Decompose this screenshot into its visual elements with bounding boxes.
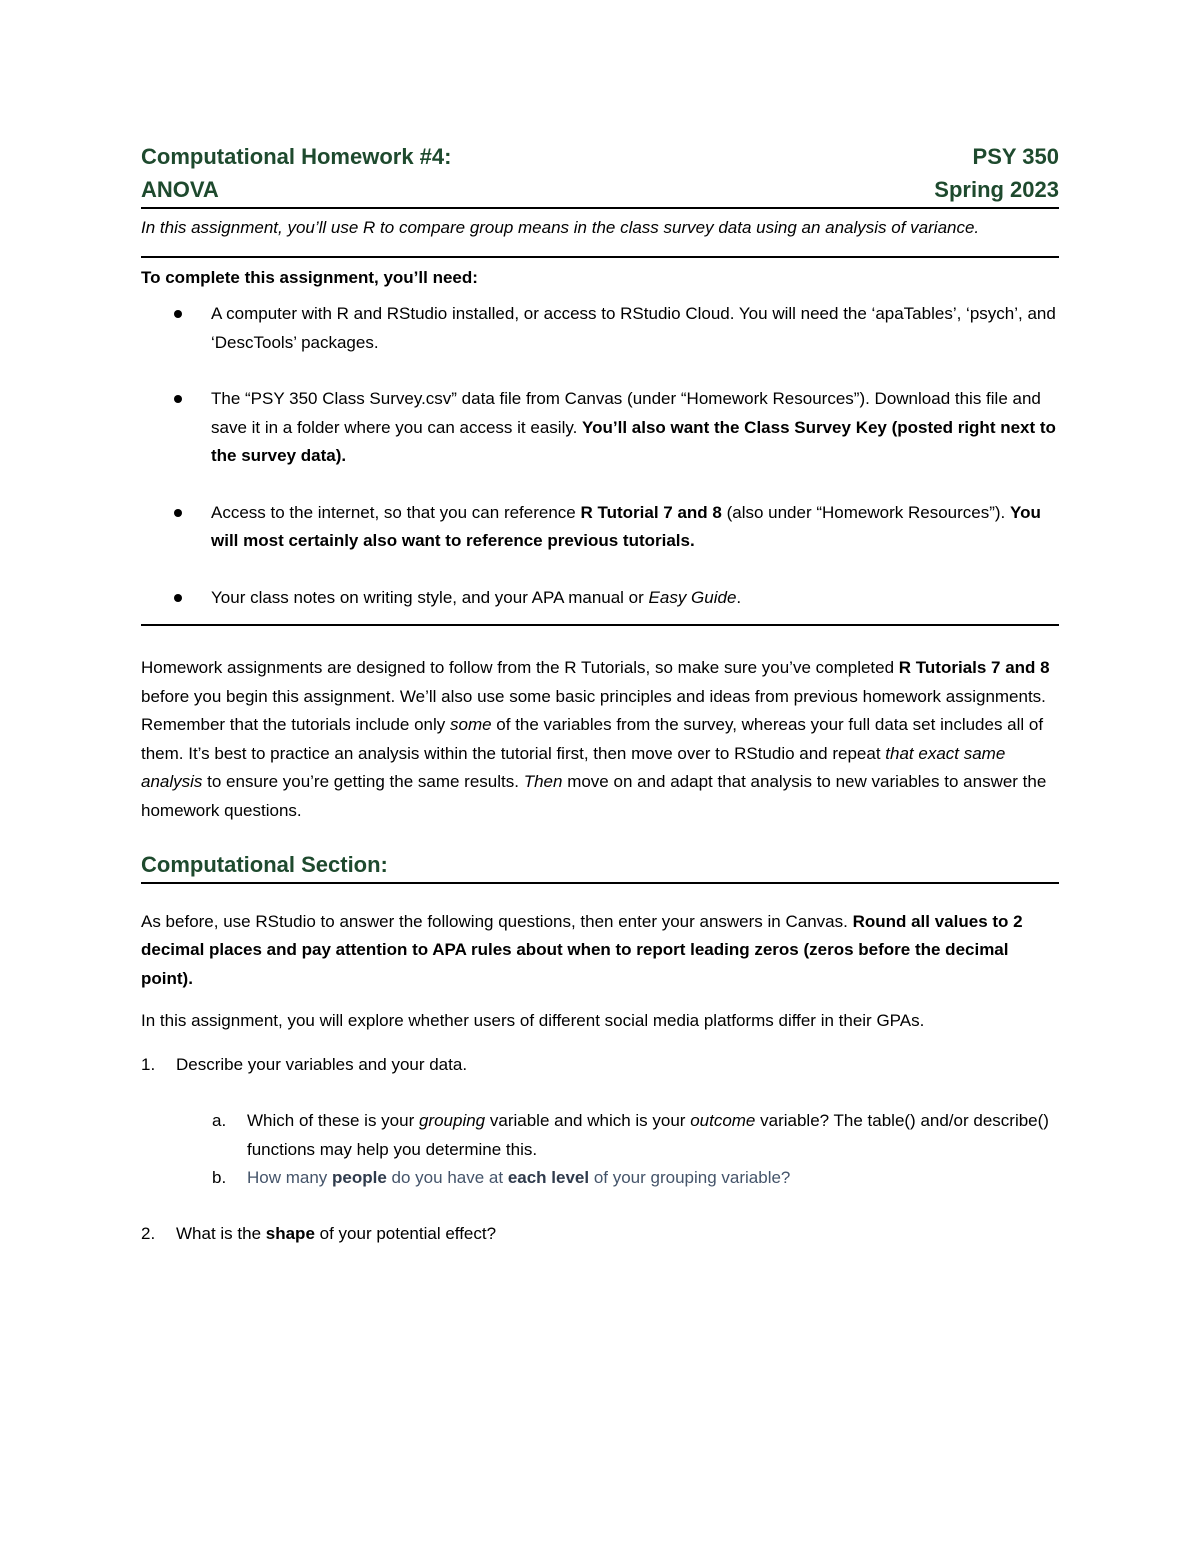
paragraph-bold: R Tutorials 7 and 8 <box>898 658 1050 677</box>
topic-paragraph: In this assignment, you will explore whether users of different social media platforms differ in their GPAs. <box>141 1011 925 1031</box>
paragraph-text: to ensure you’re getting the same results. <box>202 772 524 792</box>
needs-item-text: Access to the internet, so that you can reference <box>211 502 581 522</box>
question-text: What is the <box>176 1223 266 1243</box>
question-number: 1. <box>141 1054 156 1074</box>
needs-item-italic: Easy Guide <box>648 587 737 607</box>
section-divider <box>141 882 1059 884</box>
subquestion-text: of your grouping variable? <box>589 1168 791 1188</box>
needs-bottom-divider <box>141 624 1059 626</box>
subquestion-italic: grouping <box>418 1111 486 1131</box>
needs-top-divider <box>141 256 1059 258</box>
term: Spring 2023 <box>934 177 1059 202</box>
document-page <box>141 140 1059 1248</box>
paragraph-text: As before, use RStudio to answer the following questions, then enter your answers in Canvas. <box>141 911 853 931</box>
needs-item-text: . <box>736 587 742 607</box>
needs-item-bold: R Tutorial 7 and 8 <box>580 502 722 522</box>
needs-item-text: A computer with R and RStudio installed, or access to RStudio Cloud. You will need the ‘apaTables’, ‘psych’, and ‘DescTools’ packages. <box>211 304 1056 352</box>
needs-list <box>141 300 1059 612</box>
subquestion-text: How many <box>247 1168 333 1188</box>
subquestion-text: variable and which is your <box>485 1111 691 1131</box>
needs-item-text: Your class notes on writing style, and your APA manual or <box>211 587 649 607</box>
intro-paragraph <box>141 654 1059 826</box>
needs-item <box>141 584 1059 613</box>
needs-item <box>141 499 1059 556</box>
header-row-1 <box>141 140 1059 173</box>
needs-title: To complete this assignment, you’ll need: <box>141 268 478 287</box>
question-number: 2. <box>141 1223 156 1243</box>
section-title: Computational Section: <box>141 851 388 877</box>
subquestion-text: do you have at <box>386 1168 508 1188</box>
needs-item-bold: You’ll also want the Class Survey Key (posted right next to the survey data). <box>211 417 1056 465</box>
intro-text: In this assignment, you’ll use R to compare group means in the class survey data using an analysis of variance. <box>141 218 980 237</box>
document-title: Computational Homework #4: <box>141 144 452 169</box>
needs-item-text: (also under “Homework Resources”). <box>721 502 1011 522</box>
course-code: PSY 350 <box>972 144 1059 169</box>
subquestion-bold: people <box>332 1168 387 1188</box>
subquestion-text: variable? The table() and/or describe() functions may help you determine this. <box>247 1111 1049 1159</box>
header-divider <box>141 207 1059 209</box>
question-item <box>141 1220 1059 1249</box>
question-text: Describe your variables and your data. <box>176 1054 468 1074</box>
bullet-icon <box>174 594 182 602</box>
subquestion-text: Which of these is your <box>247 1111 419 1131</box>
subquestion-letter: a. <box>212 1111 227 1131</box>
question-text: of your potential effect? <box>314 1223 497 1243</box>
question-item <box>141 1051 1059 1080</box>
paragraph-text: move on and adapt that analysis to new variables to answer the homework questions. <box>141 772 1047 820</box>
header-row-2 <box>141 173 1059 206</box>
subquestion-letter: b. <box>212 1168 227 1188</box>
subquestion-group <box>141 1107 1059 1193</box>
document-subtitle: ANOVA <box>141 177 219 202</box>
subquestion-item <box>141 1107 1059 1164</box>
paragraph-bold: Round all values to 2 decimal places and pay attention to APA rules about when to report leading zeros (zeros before the decimal point). <box>141 911 1023 988</box>
paragraph-text: of the variables from the survey, whereas your full data set includes all of them. It’s best to practice an analysis within the tutorial first, then move over to RStudio and repeat <box>141 715 1044 763</box>
subquestion-italic: outcome <box>690 1111 756 1131</box>
bullet-icon <box>174 509 182 517</box>
subquestion-bold: each level <box>507 1168 590 1188</box>
needs-item-bold: You will most certainly also want to reference previous tutorials. <box>211 502 1041 550</box>
paragraph-text: before you begin this assignment. We’ll also use some basic principles and ideas from previous homework assignments. Remember that the tutorials include only <box>141 686 1046 735</box>
needs-item-text: The “PSY 350 Class Survey.csv” data file from Canvas (under “Homework Resources”). Download this file and save it in a folder where you can access it easily. <box>211 389 1041 437</box>
paragraph-italic: that exact same analysis <box>141 743 1006 792</box>
paragraph-text: Homework assignments are designed to follow from the R Tutorials, so make sure you’ve completed <box>141 658 899 677</box>
instructions-paragraph <box>141 908 1059 994</box>
question-bold: shape <box>265 1223 315 1243</box>
subquestion-list <box>141 1107 1059 1193</box>
subquestion-item <box>141 1164 1059 1193</box>
bullet-icon <box>174 310 182 318</box>
question-list <box>141 1051 1059 1249</box>
paragraph-italic: some <box>450 715 492 735</box>
needs-item <box>141 385 1059 471</box>
bullet-icon <box>174 395 182 403</box>
needs-item <box>141 300 1059 357</box>
paragraph-italic: Then <box>523 772 563 792</box>
